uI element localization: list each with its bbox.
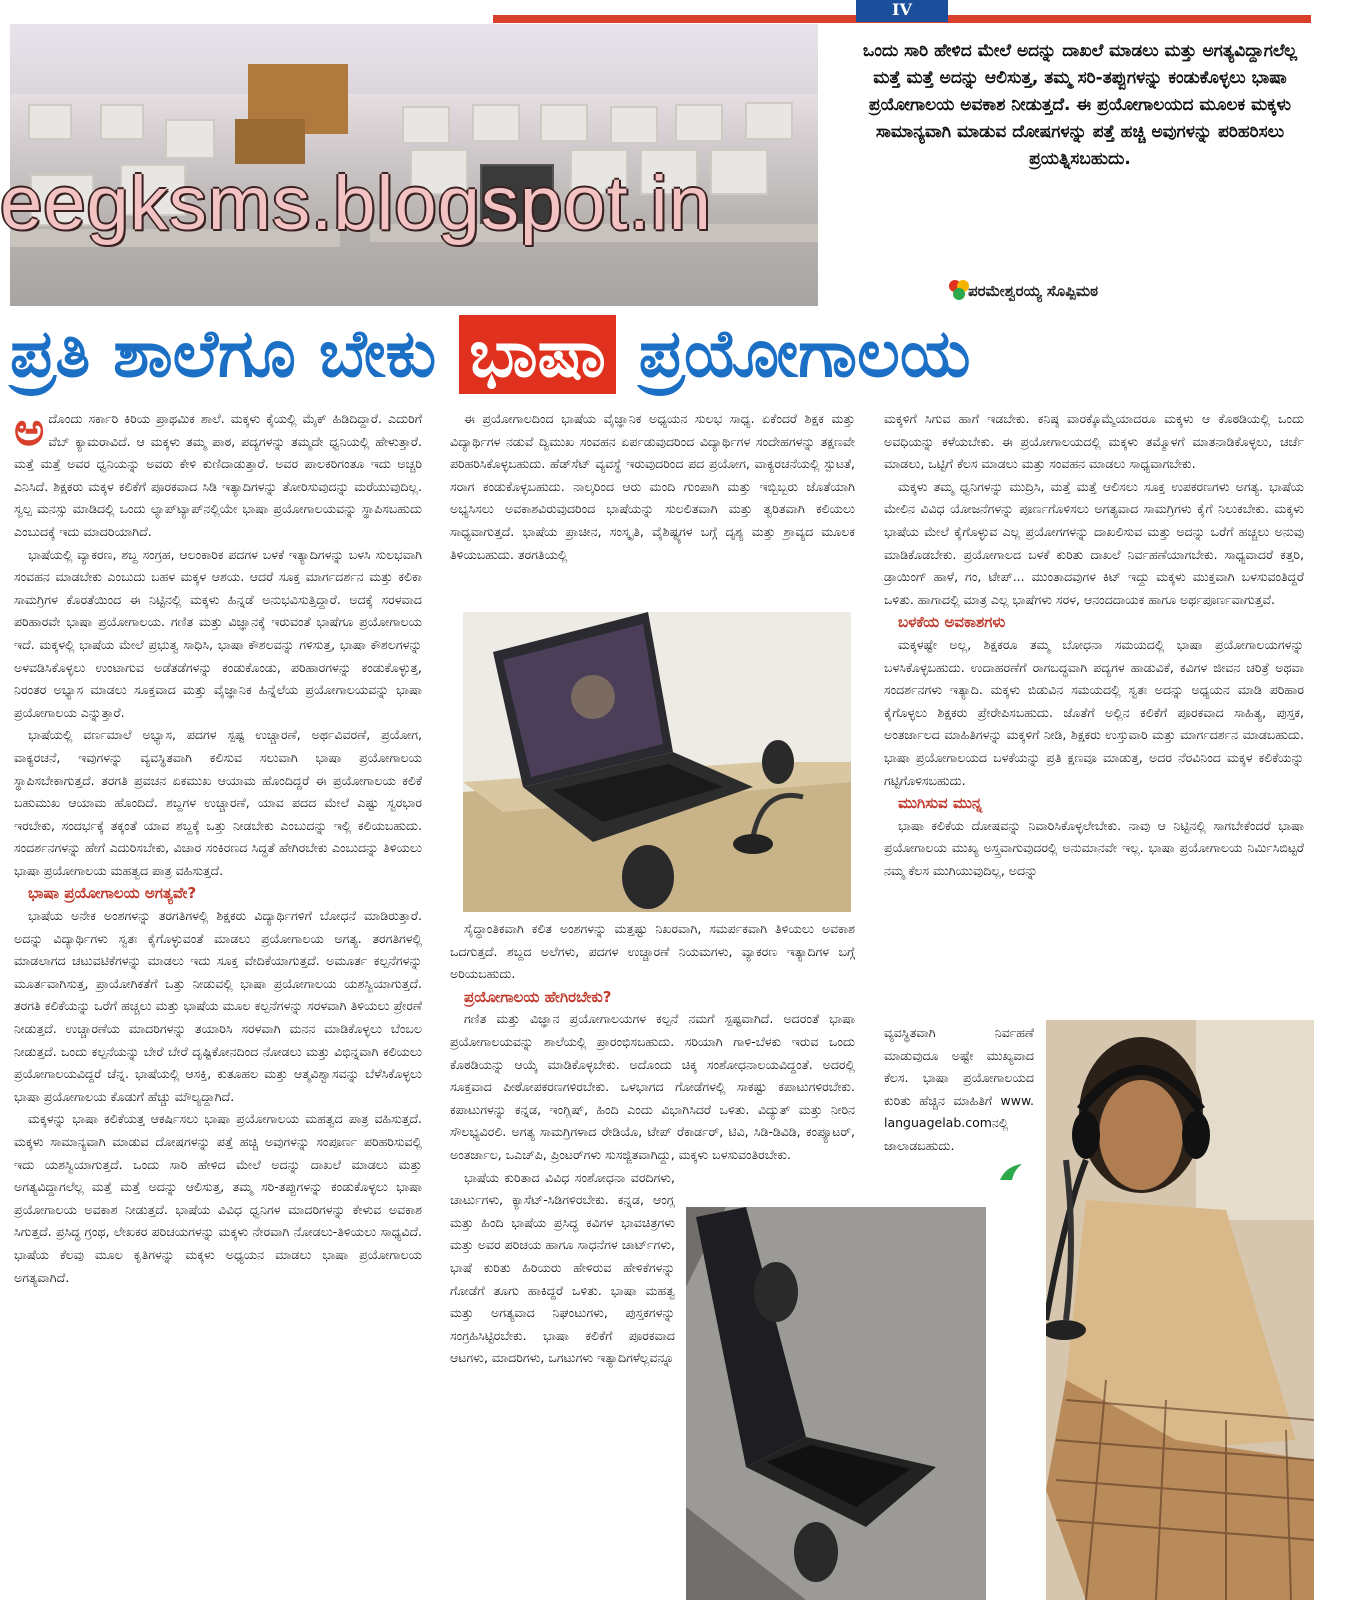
col1-paragraph-1: ದೊಂದು ಸರ್ಕಾರಿ ಕಿರಿಯ ಪ್ರಾಥಮಿಕ ಶಾಲೆ. ಮಕ್ಕಳು ಕೈಯಲ್ಲಿ ಮೈಕ್ ಹಿಡಿದಿದ್ದಾರೆ. ಎದುರಿಗೆ ವೆಬ್ ಕ್ಯಾಮರಾವಿದೆ. ಆ ಮಕ್ಕಳು ತಮ್ಮ ಪಾಠ, ಪದ್ಯಗಳನ್ನು ತಮ್ಮದೇ ಧ್ವನಿಯಲ್ಲಿ ಹೇಳುತ್ತಾರೆ. ಮತ್ತೆ ಮತ್ತೆ ಅವರ ಧ್ವನಿಯನ್ನು ಅವರು ಕೇಳಿ ಕುಣಿದಾಡುತ್ತಾರೆ. ಅವರ ಪಾಲಕರಿಗಂತೂ ಇದು ಅಚ್ಚರಿ ಎನಿಸಿದೆ. ಶಿಕ್ಷಕರು ಮಕ್ಕಳ ಕಲಿಕೆಗೆ ಪೂರಕವಾದ ಸಿಡಿ ಇತ್ಯಾದಿಗಳನ್ನು ತೋರಿಸುವುದನ್ನು ಮರೆಯುವುದಿಲ್ಲ. ಸ್ವಲ್ಪ ಮನಸ್ಸು ಮಾಡಿದಲ್ಲಿ ಒಂದು ಲ್ಯಾಪ್‌ಟ್ಯಾಪ್‌ನಲ್ಲಿಯೇ ಭಾಷಾ ಪ್ರಯೋಗಾಲಯವನ್ನು ಸ್ಥಾಪಿಸಬಹುದು ಎಂಬುದಕ್ಕೆ ಇದು ಮಾದರಿಯಾಗಿದೆ. xyxy=(14,411,422,539)
article-column-3-narrow xyxy=(884,1022,1034,1172)
article-column-2-top xyxy=(450,408,855,608)
headline-text-after: ಪ್ರಯೋಗಾಲಯ xyxy=(615,315,971,392)
article-column-1 xyxy=(14,402,422,1598)
col1-paragraph-2: ಭಾಷೆಯಲ್ಲಿ ವ್ಯಾಕರಣ, ಶಬ್ದ ಸಂಗ್ರಹ, ಆಲಂಕಾರಿಕ ಪದಗಳ ಬಳಕೆ ಇತ್ಯಾದಿಗಳನ್ನು ಬಳಸಿ ಸುಲಭವಾಗಿ ಸಂವಹನ ಮಾಡಬೇಕು ಎಂಬುದು ಬಹಳ ಮಕ್ಕಳ ಆಶಯ. ಆದರೆ ಸೂಕ್ತ ಮಾರ್ಗದರ್ಶನ ಮತ್ತು ಕಲಿಕಾ ಸಾಮಗ್ರಿಗಳ ಕೊರತೆಯಿಂದ ಈ ನಿಟ್ಟಿನಲ್ಲಿ ಮಕ್ಕಳು ಹಿನ್ನಡೆ ಅನುಭವಿಸುತ್ತಿದ್ದಾರೆ. ಅದಕ್ಕೆ ಸರಳವಾದ ಪರಿಹಾರವೇ ಭಾಷಾ ಪ್ರಯೋಗಾಲಯ. ಗಣಿತ ಮತ್ತು ವಿಜ್ಞಾನಕ್ಕೆ ಇರುವಂತೆ ಭಾಷೆಗೂ ಪ್ರಯೋಗಾಲಯ ಇದೆ. ಮಕ್ಕಳಲ್ಲಿ ಭಾಷೆಯ ಮೇಲೆ ಪ್ರಭುತ್ವ ಸಾಧಿಸಿ, ಭಾಷಾ ಕೌಶಲವನ್ನು ಗಳಿಸುತ್ತ, ಭಾಷಾ ಕೌಶಲಗಳನ್ನು ಅಳವಡಿಸಿಕೊಳ್ಳಲು ಉಂಟಾಗುವ ಅಡೆತಡೆಗಳನ್ನು ಕಂಡುಕೊಂಡು, ಪರಿಹಾರಗಳನ್ನು ಕಂಡುಕೊಳ್ಳುತ್ತ, ನಿರಂತರ ಅಭ್ಯಾಸ ಮಾಡಲು ಸೂಕ್ತವಾದ ಮತ್ತು ವೈಜ್ಞಾನಿಕ ಹಿನ್ನೆಲೆಯ ಪ್ರಯೋಗಾಲಯವನ್ನು ಭಾಷಾ ಪ್ರಯೋಗಾಲಯ ಎನ್ನುತ್ತಾರೆ. xyxy=(14,546,422,720)
col3-paragraph-2: ಮಕ್ಕಳು ತಮ್ಮ ಧ್ವನಿಗಳನ್ನು ಮುದ್ರಿಸಿ, ಮತ್ತೆ ಮತ್ತೆ ಆಲಿಸಲು ಸೂಕ್ತ ಉಪಕರಣಗಳು ಅಗತ್ಯ. ಭಾಷೆಯ ಮೇಲಿನ ವಿವಿಧ ಯೋಜನೆಗಳನ್ನು ಪೂರ್ಣಗೊಳಿಸಲು ಅಗತ್ಯವಾದ ಸಾಮಗ್ರಿಗಳು ಕೈಗೆ ನಿಲುಕಬೇಕು. ಮಕ್ಕಳು ಭಾಷೆಯ ಮೇಲೆ ಕೈಗೊಳ್ಳುವ ಎಲ್ಲ ಪ್ರಯೋಗಗಳನ್ನು ದಾಖಲಿಸುವ ಮತ್ತು ಅದನ್ನು ಒರೆಗೆ ಹಚ್ಚಲು ಅನುವು ಮಾಡಿಕೊಡಬೇಕು. ಪ್ರಯೋಗಾಲದ ಬಳಕೆ ಕುರಿತು ದಾಖಲೆ ನಿರ್ವಹಣೆಯಾಗಬೇಕು. ಸಾಧ್ಯವಾದರೆ ಕತ್ತರಿ, ಡ್ರಾಯಿಂಗ್ ಹಾಳೆ, ಗಂ, ಟೇಪ್... ಮುಂತಾದವುಗಳ ಕಿಟ್ ಇದ್ದು ಮಕ್ಕಳು ಮುಕ್ತವಾಗಿ ಬಳಸುವಂತಿದ್ದರೆ ಒಳಿತು. ಹಾಗಾದಲ್ಲಿ ಮಾತ್ರ ಎಲ್ಲ ಭಾಷೆಗಳು ಸರಳ, ಆನಂದದಾಯಕ ಹಾಗೂ ಅರ್ಥಪೂರ್ಣವಾಗುತ್ತವೆ. xyxy=(884,478,1304,607)
end-mark-icon xyxy=(998,1162,1024,1184)
headline-text-before: ಪ್ರತಿ ಶಾಲೆಗೂ ಬೇಕು xyxy=(10,315,460,392)
col1-paragraph-4: ಭಾಷೆಯ ಅನೇಕ ಅಂಶಗಳನ್ನು ತರಗತಿಗಳಲ್ಲಿ ಶಿಕ್ಷಕರು ವಿದ್ಯಾರ್ಥಿಗಳಿಗೆ ಬೋಧನೆ ಮಾಡಿರುತ್ತಾರೆ. ಅದನ್ನು ವಿದ್ಯಾರ್ಥಿಗಳು ಸ್ವತಃ ಕೈಗೊಳ್ಳುವಂತೆ ಮಾಡಲು ಪ್ರಯೋಗಾಲಯ ಅಗತ್ಯ. ತರಗತಿಗಳಲ್ಲಿ ಮಾಡಲಾಗದ ಚಟುವಟಿಕೆಗಳನ್ನು ಮಾಡಲು ಇದು ಸೂಕ್ತ ವೇದಿಕೆಯಾಗುತ್ತದೆ. ಅಮೂರ್ತ ಕಲ್ಪನೆಗಳನ್ನು ಮೂರ್ತವಾಗಿಸುತ್ತ, ಪ್ರಾಯೋಗಿಕತೆಗೆ ಒತ್ತು ನೀಡುವಲ್ಲಿ ಭಾಷಾ ಪ್ರಯೋಗಾಲಯ ಯಶಸ್ವಿಯಾಗುತ್ತದೆ. ತರಗತಿ ಕಲಿಕೆಯನ್ನು ಒರೆಗೆ ಹಚ್ಚಲು ಮತ್ತು ಭಾಷೆಯ ಮೂಲ ಕಲ್ಪನೆಗಳನ್ನು ಸರಳವಾಗಿ ತಿಳಿಯಲು ಪ್ರೇರಣೆ ನೀಡುತ್ತದೆ. ಉಚ್ಚಾರಣೆಯ ಮಾದರಿಗಳನ್ನು ತಯಾರಿಸಿ ಸರಳವಾಗಿ ಮನನ ಮಾಡಿಕೊಳ್ಳಲು ಬೆಂಬಲ ನೀಡುತ್ತದೆ. ಒಂದು ಕಲ್ಪನೆಯನ್ನು ಬೇರೆ ಬೇರೆ ದೃಷ್ಟಿಕೋನದಿಂದ ನೋಡಲು ಮತ್ತು ವಿಭಿನ್ನವಾಗಿ ಕಲಿಯಲು ಪ್ರಯೋಗಾಲಯವಿದ್ದರೆ ಚೆನ್ನ. ಭಾಷೆಯಲ್ಲಿ ಆಸಕ್ತಿ, ಕುತೂಹಲ ಮತ್ತು ಆತ್ಮವಿಶ್ವಾಸವನ್ನು ಬೆಳೆಸಿಕೊಳ್ಳಲು ಭಾಷಾ ಪ್ರಯೋಗಾಲಯ ಕೊಡುಗೆ ಹೆಚ್ಚು ಮೌಲ್ಯದ್ದಾಗಿದೆ. xyxy=(14,908,422,1104)
col3-paragraph-1: ಮಕ್ಕಳಿಗೆ ಸಿಗುವ ಹಾಗೆ ಇಡಬೇಕು. ಕನಿಷ್ಠ ವಾರಕ್ಕೊಮ್ಮೆಯಾದರೂ ಮಕ್ಕಳು ಆ ಕೊಠಡಿಯಲ್ಲಿ ಒಂದು ಅವಧಿಯನ್ನು ಕಳೆಯಬೇಕು. ಈ ಪ್ರಯೋಗಾಲಯದಲ್ಲಿ ಮಕ್ಕಳು ತಮ್ಮೊಳಗೆ ಮಾತನಾಡಿಕೊಳ್ಳಲು, ಚರ್ಚೆ ಮಾಡಲು, ಒಟ್ಟಿಗೆ ಕೆಲಸ ಮಾಡಲು ಮತ್ತು ಸಂವಹನ ಮಾಡಲು ಸಾಧ್ಯವಾಗಬೇಕು. xyxy=(884,411,1304,472)
col2-paragraph-1: ಈ ಪ್ರಯೋಗಾಲದಿಂದ ಭಾಷೆಯ ವೈಜ್ಞಾನಿಕ ಅಧ್ಯಯನ ಸುಲಭ ಸಾಧ್ಯ. ಏಕೆಂದರೆ ಶಿಕ್ಷಕ ಮತ್ತು ವಿದ್ಯಾರ್ಥಿಗಳ ನಡುವೆ ದ್ವಿಮುಖ ಸಂವಹನ ಏರ್ಪಡುವುದರಿಂದ ವಿದ್ಯಾರ್ಥಿಗಳ ಸಂದೇಹಗಳನ್ನು ತಕ್ಷಣವೇ ಪರಿಹರಿಸಿಕೊಳ್ಳಬಹುದು. ಹೆಡ್‌ಸೆಟ್ ವ್ಯವಸ್ಥೆ ಇರುವುದರಿಂದ ಪದ ಪ್ರಯೋಗ, ವಾಕ್ಯರಚನೆಯಲ್ಲಿ ಸ್ಪುಟತೆ, ಸರಾಗ ಕಂಡುಕೊಳ್ಳಬಹುದು. ನಾಲ್ಕರಿಂದ ಆರು ಮಂದಿ ಗುಂಪಾಗಿ ಮತ್ತು ಇಬ್ಬಿಬ್ಬರು ಜೊತೆಯಾಗಿ ಅಭ್ಯಸಿಸಲು ಅವಕಾಶವಿರುವುದರಿಂದ ಭಾಷೆಯನ್ನು ಸುಲಲಿತವಾಗಿ ಮತ್ತು ತ್ವರಿತವಾಗಿ ಕಲಿಯಲು ಸಾಧ್ಯವಾಗುತ್ತದೆ. ಭಾಷೆಯ ಪ್ರಾಚೀನ, ಸಂಸ್ಕೃತಿ, ವೈಶಿಷ್ಟ್ಯಗಳ ಬಗ್ಗೆ ದೃಶ್ಯ ಮತ್ತು ಶ್ರಾವ್ಯದ ಮೂಲಕ ತಿಳಿಯಬಹುದು. ತರಗತಿಯಲ್ಲಿ xyxy=(450,411,855,562)
col3-paragraph-4a: ಭಾಷಾ ಕಲಿಕೆಯ ದೋಷವನ್ನು ನಿವಾರಿಸಿಕೊಳ್ಳಲೇಬೇಕು. ನಾವು ಆ ನಿಟ್ಟಿನಲ್ಲಿ ಸಾಗಬೇಕೆಂದರೆ ಭಾಷಾ ಪ್ರಯೋಗಾಲಯ ಮುಖ್ಯ ಅಸ್ತ್ರವಾಗುವುದರಲ್ಲಿ ಅನುಮಾನವೇ ಇಲ್ಲ. ಭಾಷಾ ಪ್ರಯೋಗಾಲಯ ನಿರ್ಮಿಸಿಬಿಟ್ಟರೆ ನಮ್ಮ ಕೆಲಸ ಮುಗಿಯುವುದಿಲ್ಲ, ಅದನ್ನು xyxy=(884,817,1304,878)
subhead-how-lab-should-be: ಪ್ರಯೋಗಾಲಯ ಹೇಗಿರಬೇಕು? xyxy=(464,987,612,1006)
headline xyxy=(10,315,1330,407)
subhead-usage-opportunities: ಬಳಕೆಯ ಅವಕಾಶಗಳು xyxy=(898,613,1006,632)
laptop-on-bed-photo xyxy=(686,1207,986,1600)
headline-highlight: ಭಾಷಾ xyxy=(459,315,616,394)
article-column-3 xyxy=(884,408,1304,1018)
col1-paragraph-3: ಭಾಷೆಯಲ್ಲಿ ವರ್ಣಮಾಲೆ ಅಭ್ಯಾಸ, ಪದಗಳ ಸ್ಪಷ್ಟ ಉಚ್ಚಾರಣೆ, ಅರ್ಥವಿವರಣೆ, ಪ್ರಯೋಗ, ವಾಕ್ಯರಚನೆ, ಇವುಗಳನ್ನು ವ್ಯವಸ್ಥಿತವಾಗಿ ಕಲಿಸುವ ಸಲುವಾಗಿ ಭಾಷಾ ಪ್ರಯೋಗಾಲಯ ಸ್ಥಾಪಿಸಬೇಕಾಗುತ್ತದೆ. ತರಗತಿ ಪ್ರವಚನ ಏಕಮುಖ ಆಯಾಮ ಹೊಂದಿದ್ದರೆ ಈ ಪ್ರಯೋಗಾಲಯ ಕಲಿಕೆ ಬಹುಮುಖ ಆಯಾಮ ಹೊಂದಿದೆ. ಶಬ್ದಗಳ ಉಚ್ಚಾರಣೆ, ಯಾವ ಪದದ ಮೇಲೆ ಎಷ್ಟು ಸ್ವರಭಾರ ಇರಬೇಕು, ಸಂದರ್ಭಕ್ಕೆ ತಕ್ಕಂತೆ ಯಾವ ಶಬ್ದಕ್ಕೆ ಒತ್ತು ನೀಡಬೇಕು ಎಂಬುದನ್ನು ಇಲ್ಲಿ ಕಲಿಯಬಹುದು. ಸಂದರ್ಶನಗಳನ್ನು ಹೇಗೆ ಎದುರಿಸಬೇಕು, ವಿಚಾರ ಸಂಕಿರಣದ ಸಿದ್ಧತೆ ಹೇಗಿರಬೇಕು ಎಂಬುದನ್ನು ತಿಳಿಯಲು ಭಾಷಾ ಪ್ರಯೋಗಾಲಯ ಮಹತ್ವದ ಪಾತ್ರ ವಹಿಸುತ್ತದೆ. xyxy=(14,727,422,878)
watermark: eegksms.blogspot.in xyxy=(0,161,712,246)
drop-cap: ಅ xyxy=(14,402,45,456)
col3-paragraph-3: ಮಕ್ಕಳಷ್ಟೇ ಅಲ್ಲ, ಶಿಕ್ಷಕರೂ ತಮ್ಮ ಬೋಧನಾ ಸಮಯದಲ್ಲಿ ಭಾಷಾ ಪ್ರಯೋಗಾಲಯಗಳನ್ನು ಬಳಸಿಕೊಳ್ಳಬಹುದು. ಉದಾಹರಣೆಗೆ ರಾಗಬದ್ಧವಾಗಿ ಪದ್ಯಗಳ ಹಾಡುವಿಕೆ, ಕವಿಗಳ ಜೀವನ ಚರಿತ್ರೆ ಅಥವಾ ಸಂದರ್ಶನಗಳು ಇತ್ಯಾದಿ. ಮಕ್ಕಳು ಬಿಡುವಿನ ಸಮಯದಲ್ಲಿ ಸ್ವತಃ ಅದನ್ನು ಅಧ್ಯಯನ ಮಾಡಿ ಪರಿಹಾರ ಕೈಗೊಳ್ಳಲು ಶಿಕ್ಷಕರು ಪ್ರೇರೇಪಿಸಬಹುದು. ಜೊತೆಗೆ ಅಲ್ಲಿನ ಕಲಿಕೆಗೆ ಪೂರಕವಾದ ಸಾಹಿತ್ಯ, ಪುಸ್ತಕ, ಅಂತರ್ಜಾಲದ ಮಾಹಿತಿಗಳನ್ನು ಮಕ್ಕಳಿಗೆ ನೀಡಿ, ಶಿಕ್ಷಕರು ಉಸ್ತುವಾರಿ ಮತ್ತು ಮಾರ್ಗದರ್ಶನ ಮಾಡಬಹುದು. ಭಾಷಾ ಪ್ರಯೋಗಾಲಯದ ಬಳಕೆಯನ್ನು ಪ್ರತಿ ಕ್ಷಣವೂ ಮಾಡುತ್ತ, ಅದರ ನೆರವಿನಿಂದ ಮಕ್ಕಳ ಕಲಿಕೆಯನ್ನು ಗಟ್ಟಿಗೊಳಿಸಬಹುದು. xyxy=(884,636,1304,788)
subhead-before-concluding: ಮುಗಿಸುವ ಮುನ್ನ xyxy=(898,794,983,813)
subhead-is-lab-needed: ಭಾಷಾ ಪ್ರಯೋಗಾಲಯ ಅಗತ್ಯವೇ? xyxy=(28,884,197,903)
col2-paragraph-2: ಸೈದ್ಧಾಂತಿಕವಾಗಿ ಕಲಿತ ಅಂಶಗಳನ್ನು ಮತ್ತಷ್ಟು ನಿಖರವಾಗಿ, ಸಮರ್ಪಕವಾಗಿ ತಿಳಿಯಲು ಅವಕಾಶ ಒದಗುತ್ತದೆ. ಶಬ್ದದ ಅಲೆಗಳು, ಪದಗಳ ಉಚ್ಚಾರಣೆ ನಿಯಮಗಳು, ವ್ಯಾಕರಣ ಇತ್ಯಾದಿಗಳ ಬಗ್ಗೆ ಅರಿಯಬಹುದು. xyxy=(450,921,855,982)
col2-paragraph-4: ಭಾಷೆಯ ಕುರಿತಾದ ವಿವಿಧ ಸಂಶೋಧನಾ ವರದಿಗಳು, ಚಾರ್ಟುಗಳು, ಕ್ಯಾಸೆಟ್-ಸಿಡಿಗಳಿರಬೇಕು. ಕನ್ನಡ, ಆಂಗ್ಲ ಮತ್ತು ಹಿಂದಿ ಭಾಷೆಯ ಪ್ರಸಿದ್ಧ ಕವಿಗಳ ಭಾವಚಿತ್ರಗಳು ಮತ್ತು ಅವರ ಪರಿಚಯ ಹಾಗೂ ಸಾಧನೆಗಳ ಚಾರ್ಟ್‌ಗಳು, ಭಾಷೆ ಕುರಿತು ಹಿರಿಯರು ಹೇಳಿರುವ ಹೇಳಿಕೆಗಳನ್ನು ಗೋಡೆಗೆ ತೂಗು ಹಾಕಿದ್ದರೆ ಒಳಿತು. ಭಾಷಾ ಮಹತ್ವ ಮತ್ತು ಅಗತ್ಯವಾದ ನಿಘಂಟುಗಳು, ಪುಸ್ತಕಗಳನ್ನು ಸಂಗ್ರಹಿಸಿಟ್ಟಿರಬೇಕು. ಭಾಷಾ ಕಲಿಕೆಗೆ ಪೂರಕವಾದ ಆಟಗಳು, ಮಾದರಿಗಳು, ಒಗಟುಗಳು ಇತ್ಯಾದಿಗಳೆಲ್ಲವನ್ನೂ xyxy=(450,1169,675,1366)
col2-paragraph-3: ಗಣಿತ ಮತ್ತು ವಿಜ್ಞಾನ ಪ್ರಯೋಗಾಲಯಗಳ ಕಲ್ಪನೆ ನಮಗೆ ಸ್ಪಷ್ಟವಾಗಿದೆ. ಅದರಂತೆ ಭಾಷಾ ಪ್ರಯೋಗಾಲಯವನ್ನು ಶಾಲೆಯಲ್ಲಿ ಪ್ರಾರಂಭಿಸಬಹುದು. ಸರಿಯಾಗಿ ಗಾಳಿ-ಬೆಳಕು ಇರುವ ಒಂದು ಕೊಠಡಿಯನ್ನು ಆಯ್ಕೆ ಮಾಡಿಕೊಳ್ಳಬೇಕು. ಅದೊಂದು ಚಿಕ್ಕ ಸಂಶೋಧನಾಲಯವಿದ್ದಂತೆ. ಅದರಲ್ಲಿ ಸೂಕ್ತವಾದ ಪೀಠೋಪಕರಣಗಳಿರಬೇಕು. ಒಳಭಾಗದ ಗೋಡೆಗಳಲ್ಲಿ ಸಾಕಷ್ಟು ಕಪಾಟುಗಳಿರಬೇಕು. ಕಪಾಟುಗಳನ್ನು ಕನ್ನಡ, ಇಂಗ್ಲಿಷ್, ಹಿಂದಿ ಎಂದು ವಿಭಾಗಿಸಿದರೆ ಒಳಿತು. ವಿದ್ಯುತ್ ಮತ್ತು ನೀರಿನ ಸೌಲಭ್ಯವಿರಲಿ. ಅಗತ್ಯ ಸಾಮಗ್ರಿಗಳಾದ ರೇಡಿಯೊ, ಟೇಪ್ ರೆಕಾರ್ಡರ್, ಟಿವಿ, ಸಿಡಿ-ಡಿವಿಡಿ, ಕಂಪ್ಯೂಟರ್, ಅಂತರ್ಜಾಲ, ಒಎಚ್‌ಪಿ, ಪ್ರಿಂಟರ್‌ಗಳು ಸುಸಜ್ಜಿತವಾಗಿದ್ದು, ಮಕ್ಕಳು ಬಳಸುವಂತಿರಬೇಕು. xyxy=(450,1011,855,1162)
pull-quote: ಒಂದು ಸಾರಿ ಹೇಳಿದ ಮೇಲೆ ಅದನ್ನು ದಾಖಲೆ ಮಾಡಲು ಮತ್ತು ಅಗತ್ಯವಿದ್ದಾಗಲೆಲ್ಲ ಮತ್ತೆ ಮತ್ತೆ ಅದನ್ನು ಆಲಿಸುತ್ತ, ತಮ್ಮ ಸರಿ-ತಪ್ಪುಗಳನ್ನು ಕಂಡುಕೊಳ್ಳಲು ಭಾಷಾ ಪ್ರಯೋಗಾಲಯ ಅವಕಾಶ ನೀಡುತ್ತದೆ. ಈ ಪ್ರಯೋಗಾಲಯದ ಮೂಲಕ ಮಕ್ಕಳು ಸಾಮಾನ್ಯವಾಗಿ ಮಾಡುವ ದೋಷಗಳನ್ನು ಪತ್ತೆ ಹಚ್ಚಿ ಅವುಗಳನ್ನು ಪರಿಹರಿಸಲು ಪ್ರಯತ್ನಿಸಬಹುದು. xyxy=(862,41,1298,169)
laptop-on-table-photo xyxy=(463,612,851,912)
page-marker: IV xyxy=(856,0,948,22)
col3-paragraph-4b: ವ್ಯವಸ್ಥಿತವಾಗಿ ನಿರ್ವಹಣೆ ಮಾಡುವುದೂ ಅಷ್ಟೇ ಮುಖ್ಯವಾದ ಕೆಲಸ. ಭಾಷಾ ಪ್ರಯೋಗಾಲಯದ ಕುರಿತು ಹೆಚ್ಚಿನ ಮಾಹಿತಿಗೆ www. languagelab.comನಲ್ಲಿ ಜಾಲಾಡಬಹುದು. xyxy=(884,1025,1034,1153)
girl-with-headset-photo xyxy=(1046,1020,1314,1600)
byline: ಪರಮೇಶ್ವರಯ್ಯ ಸೊಪ್ಪಿಮಠ xyxy=(968,282,1099,300)
col1-paragraph-5: ಮಕ್ಕಳನ್ನು ಭಾಷಾ ಕಲಿಕೆಯತ್ತ ಆಕರ್ಷಿಸಲು ಭಾಷಾ ಪ್ರಯೋಗಾಲಯ ಮಹತ್ವದ ಪಾತ್ರ ವಹಿಸುತ್ತದೆ. ಮಕ್ಕಳು ಸಾಮಾನ್ಯವಾಗಿ ಮಾಡುವ ದೋಷಗಳನ್ನು ಪತ್ತೆ ಹಚ್ಚಿ ಅವುಗಳನ್ನು ಸಂಪೂರ್ಣ ಪರಿಹರಿಸುವಲ್ಲಿ ಇದು ಯಶಸ್ವಿಯಾಗುತ್ತದೆ. ಒಂದು ಸಾರಿ ಹೇಳಿದ ಮೇಲೆ ಅದನ್ನು ದಾಖಲೆ ಮಾಡಲು ಮತ್ತು ಅಗತ್ಯವಿದ್ದಾಗಲೆಲ್ಲ ಮತ್ತೆ ಮತ್ತೆ ಅದನ್ನು ಆಲಿಸುತ್ತ, ತಮ್ಮ ಸರಿ-ತಪ್ಪುಗಳನ್ನು ಕಂಡುಕೊಳ್ಳಲು ಭಾಷಾ ಪ್ರಯೋಗಾಲಯ ಅವಕಾಶ ನೀಡುತ್ತದೆ. ಭಾಷೆಯ ವಿವಿಧ ಧ್ವನಿಗಳ ಮಾದರಿಗಳನ್ನು ಕೇಳುವ ಅವಕಾಶ ಸಿಗುತ್ತದೆ. ಪ್ರಸಿದ್ಧ ಗ್ರಂಥ, ಲೇಖಕರ ಪರಿಚಯಗಳನ್ನು ಮಕ್ಕಳು ನೇರವಾಗಿ ನೋಡಲು-ತಿಳಿಯಲು ಸಾಧ್ಯವಿದೆ. ಭಾಷೆಯ ಕೆಲವು ಮೂಲ ಕೃತಿಗಳನ್ನು ಮಕ್ಕಳು ಅಧ್ಯಯನ ಮಾಡಲು ಭಾಷಾ ಪ್ರಯೋಗಾಲಯ ಅಗತ್ಯವಾಗಿದೆ. xyxy=(14,1111,422,1285)
logo-mark-icon xyxy=(948,279,970,301)
